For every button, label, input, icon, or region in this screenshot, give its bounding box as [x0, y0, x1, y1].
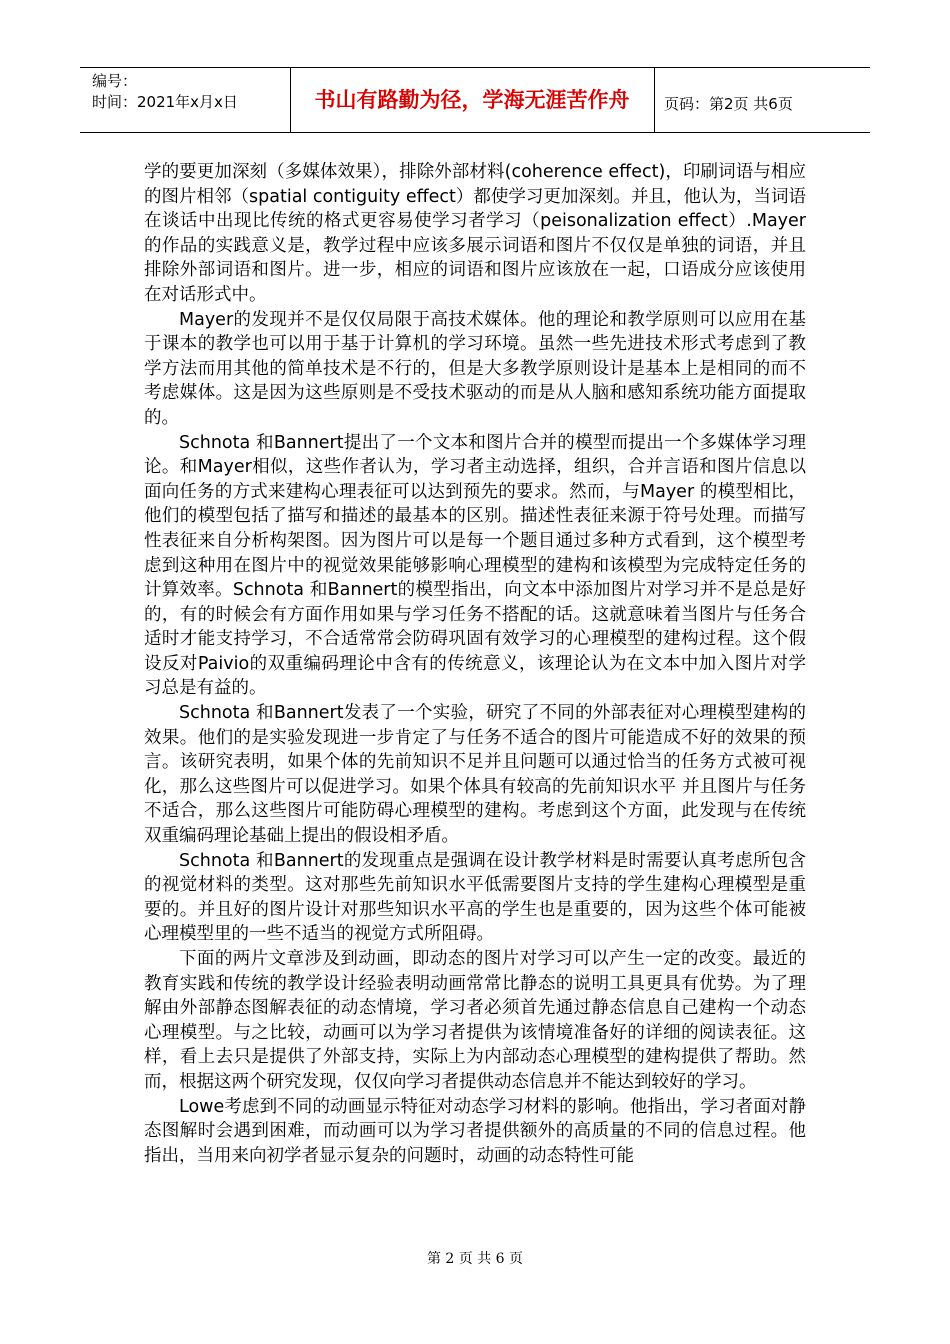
paragraph-continued: 学的要更加深刻（多媒体效果），排除外部材料(coherence effect)，印刷词语与相应的图片相邻（spatial contiguity effect）都使学习更加深刻。并且，他认为，当词语在谈话中出现比传统的格式更容易使学习者学习（peisonalization effect）.Mayer的作品的实践意义是，教学过程中应该多展示词语和图片不仅仅是单独的词语，并且排除外部词语和图片。进一步，相应的词语和图片应该放在一起，口语成分应该使用在对话形式中。: [144, 162, 806, 305]
header-page-info: 页码：第2页 共6页: [664, 95, 793, 113]
paragraph: Schnota 和Bannert发表了一个实验，研究了不同的外部表征对心理模型建构的效果。他们的是实验发现进一步肯定了与任务不适合的图片可能造成不好的效果的预言。该研究表明，如果个体的先前知识不足并且问题可以通过恰当的任务方式被可视化，那么这些图片可以促进学习。如果个体具有较高的先前知识水平 并且图片与任务不适合，那么这些图片可能防碍心理模型的建构。考虑到这个方面，此发现与在传统双重编码理论基础上提出的假设相矛盾。: [144, 703, 806, 847]
document-time-label: 时间：2021年x月x日: [92, 93, 238, 111]
document-body: [144, 160, 806, 1168]
header-left-cell: [80, 68, 291, 132]
header-motto: 书山有路勤为径，学海无涯苦作舟: [290, 68, 655, 132]
document-number-label: 编号：: [92, 72, 138, 90]
paragraph: Schnota 和Bannert提出了一个文本和图片合并的模型而提出一个多媒体学习理论。和Mayer相似，这些作者认为，学习者主动选择，组织，合并言语和图片信息以面向任务的方式来建构心理表征可以达到预先的要求。然而，与Mayer 的模型相比，他们的模型包括了描写和描述的最基本的区别。描述性表征来源于符号处理。而描写性表征来自分析构架图。因为图片可以是每一个题目通过多种方式看到，这个模型考虑到这种用在图片中的视觉效果能够影响心理模型的建构和该模型为完成特定任务的计算效率。Schnota 和Bannert的模型指出，向文本中添加图片对学习并不是总是好的，有的时候会有方面作用如果与学习任务不搭配的话。这就意味着当图片与任务合适时才能支持学习，不合适常常会防碍巩固有效学习的心理模型的建构过程。这个假设反对Paivio的双重编码理论中含有的传统意义，该理论认为在文本中加入图片对学习总是有益的。: [144, 432, 806, 699]
paragraph: Mayer的发现并不是仅仅局限于高技术媒体。他的理论和教学原则可以应用在基于课本的教学也可以用于基于计算机的学习环境。虽然一些先进技术形式考虑到了教学方法而用其他的简单技术是不行的，但是大多教学原则设计是基本上是相同的而不考虑媒体。这是因为这些原则是不受技术驱动的而是从人脑和感知系统功能方面提取的。: [144, 309, 806, 428]
page-footer: 第 2 页 共 6 页: [426, 1251, 524, 1267]
paragraph: 下面的两片文章涉及到动画，即动态的图片对学习可以产生一定的改变。最近的教育实践和传统的教学设计经验表明动画常常比静态的说明工具更具有优势。为了理解由外部静态图解表征的动态情境，学习者必须首先通过静态信息自己建构一个动态心理模型。与之比较，动画可以为学习者提供为该情境准备好的详细的阅读表征。这样，看上去只是提供了外部支持，实际上为内部动态心理模型的建构提供了帮助。然而，根据这两个研究发现，仅仅向学习者提供动态信息并不能达到较好的学习。: [144, 949, 806, 1092]
paragraph: Schnota 和Bannert的发现重点是强调在设计教学材料是时需要认真考虑所包含的视觉材料的类型。这对那些先前知识水平低需要图片支持的学生建构心理模型是重要的。并且好的图片设计对那些知识水平高的学生也是重要的，因为这些个体可能被心理模型里的一些不适当的视觉方式所阻碍。: [144, 850, 806, 945]
page-header: [80, 67, 870, 133]
paragraph: Lowe考虑到不同的动画显示特征对动态学习材料的影响。他指出，学习者面对静态图解时会遇到困难，而动画可以为学习者提供额外的高质量的不同的信息过程。他指出，当用来向初学者显示复杂的问题时，动画的动态特性可能: [144, 1096, 806, 1166]
